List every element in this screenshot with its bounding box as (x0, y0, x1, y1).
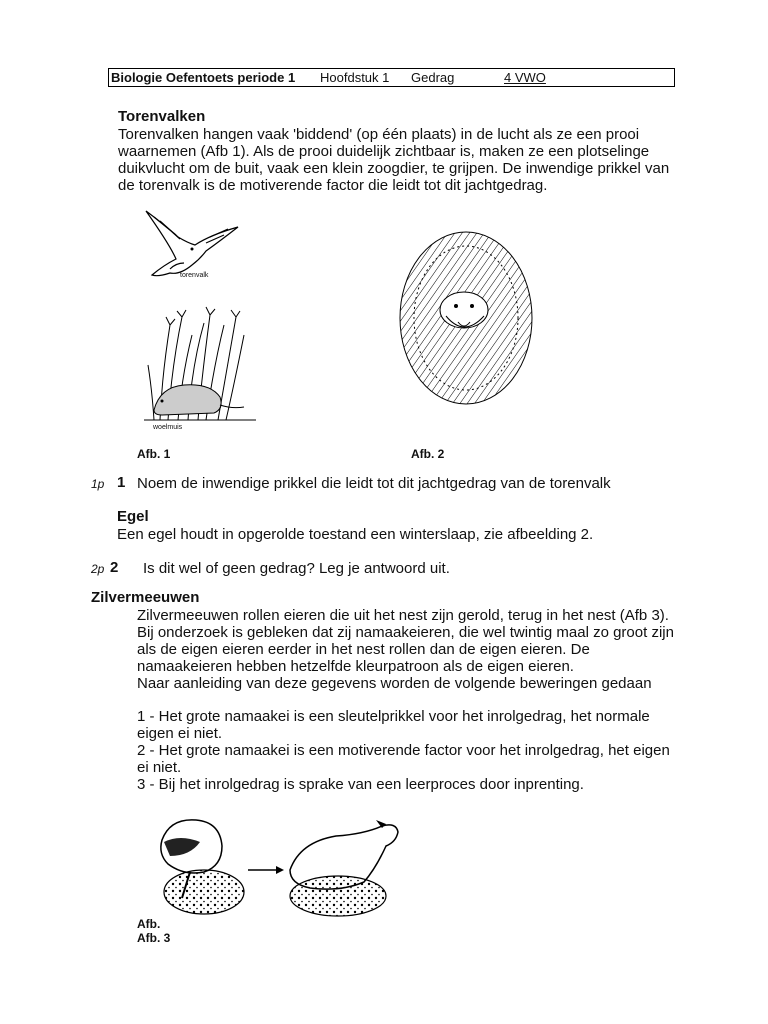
question1-text: Noem de inwendige prikkel die leidt tot dit jachtgedrag van de torenvalk (137, 475, 611, 492)
section-text-egel: Een egel houdt in opgerolde toestand een winterslaap, zie afbeelding 2. (117, 526, 594, 543)
statement-2: 2 - Het grote namaakei is een motiverende factor voor het inrolgedrag, het eigen ei niet. (137, 742, 670, 776)
section-intro-statements: Naar aanleiding van deze gegevens worden de volgende beweringen gedaan (137, 675, 652, 692)
kestrel-vole-illustration (140, 205, 260, 435)
question2-number: 2 (110, 559, 119, 576)
question1-points: 1p (91, 477, 105, 491)
section-heading-torenvalken: Torenvalken (118, 108, 206, 125)
section-text-torenvalken: Torenvalken hangen vaak 'biddend' (op één plaats) in de lucht als ze een prooi waarnemen (Afb 1). Als de prooi duidelijk zichtbaar is, maken ze een plotselinge duikvlucht om de buit, vaak een klein zoogdier, te grijpen. De inwendige prikkel van de torenvalk is de motiverende factor die leidt tot dit jachtgedrag. (118, 126, 670, 194)
label-woelmuis: woelmuis (153, 424, 183, 431)
header-title: Biologie Oefentoets periode 1 (111, 70, 296, 85)
figure3-caption-b: Afb. 3 (137, 931, 171, 945)
header-class: 4 VWO (504, 70, 546, 85)
question2-points: 2p (91, 562, 105, 576)
section-heading-zilvermeeuwen: Zilvermeeuwen (91, 589, 200, 606)
figure1-caption: Afb. 1 (137, 447, 171, 461)
figure3-caption-a: Afb. (137, 917, 161, 931)
header-box (108, 68, 675, 87)
gull-egg-illustration (150, 812, 405, 922)
hedgehog-illustration (398, 230, 538, 405)
statement-3: 3 - Bij het inrolgedrag is sprake van een leerproces door inprenting. (137, 776, 584, 793)
statement-1: 1 - Het grote namaakei is een sleutelprikkel voor het inrolgedrag, het normale eigen ei niet. (137, 708, 650, 742)
label-torenvalk: torenvalk (180, 272, 209, 279)
question2-text: Is dit wel of geen gedrag? Leg je antwoord uit. (143, 560, 450, 577)
header-topic: Gedrag (411, 70, 455, 85)
figure2-caption: Afb. 2 (411, 447, 445, 461)
question1-number: 1 (117, 474, 126, 491)
section-heading-egel: Egel (117, 508, 149, 525)
header-chapter: Hoofdstuk 1 (320, 70, 390, 85)
section-text-zilvermeeuwen: Zilvermeeuwen rollen eieren die uit het nest zijn gerold, terug in het nest (Afb 3). Bij onderzoek is gebleken dat zij namaakeieren, die wel twintig maal zo groot zijn als de eigen eieren eerder in het nest rollen dan de eigen eieren. De namaakeieren hebben hetzelfde kleurpatroon als de eigen eieren. (137, 607, 674, 675)
